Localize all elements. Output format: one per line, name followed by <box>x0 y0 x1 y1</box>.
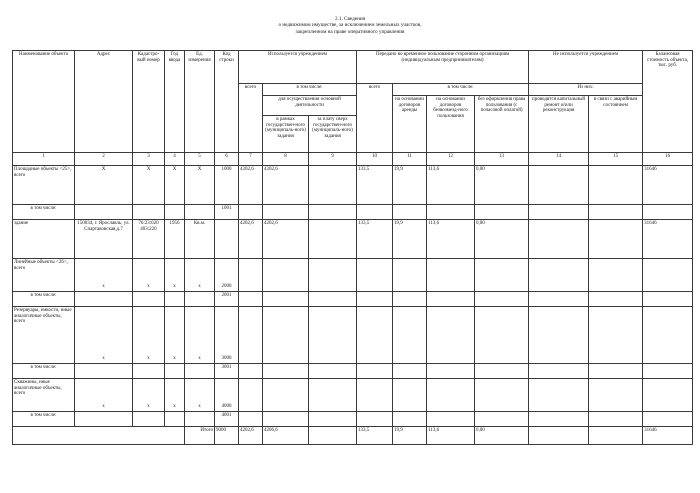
cell-balance <box>643 364 693 379</box>
cell-total <box>239 259 263 292</box>
cell-lease <box>393 259 427 292</box>
cell-free <box>427 412 475 427</box>
col-number: 12 <box>427 153 475 166</box>
cell-free <box>427 205 475 220</box>
total-emergency <box>589 427 643 445</box>
cell-cad <box>133 412 165 427</box>
cell-balance <box>643 379 693 412</box>
cell-balance <box>643 412 693 427</box>
col-number: 2 <box>75 153 133 166</box>
cell-cad <box>133 364 165 379</box>
header-balance: Балансовая стоимость объекта, тыс. руб. <box>643 51 693 153</box>
cell-name: Линейные объекты <26>, всего <box>13 259 75 292</box>
cell-balance <box>643 259 693 292</box>
header-transferred-incl: в том числе: <box>393 84 529 96</box>
cell-unit: X <box>185 166 215 205</box>
cell-transferred <box>357 364 393 379</box>
cell-repair <box>529 412 589 427</box>
total-label: Итого <box>185 427 215 445</box>
total-blank <box>13 427 185 445</box>
col-number: 4 <box>165 153 185 166</box>
table-body <box>13 166 693 445</box>
table-row <box>13 166 693 205</box>
cell-cad <box>133 205 165 220</box>
cell-repair <box>529 259 589 292</box>
col-number: 13 <box>475 153 529 166</box>
cell-total <box>239 307 263 364</box>
total-row <box>13 427 693 445</box>
cell-fee <box>309 205 357 220</box>
header-repair: проводятся капитальный ремонт и/или реконструкция <box>529 96 589 153</box>
cell-transferred <box>357 379 393 412</box>
total-transferred: 133,5 <box>357 427 393 445</box>
header-used: Используется учреждением <box>239 51 357 84</box>
col-number: 11 <box>393 153 427 166</box>
cell-nocontract <box>475 259 529 292</box>
cell-lease <box>393 205 427 220</box>
total-repair <box>529 427 589 445</box>
col-number: 10 <box>357 153 393 166</box>
total-total: 4202,6 <box>239 427 263 445</box>
document-title <box>200 16 500 35</box>
header-transferred: Передано во временное пользование сторонним организациям (индивидуальным предпринимателям) <box>357 51 529 84</box>
cell-code: 4001 <box>215 412 239 427</box>
cell-unit <box>185 292 215 307</box>
header-lease: на основании договоров аренды <box>393 96 427 153</box>
cell-year: x <box>165 307 185 364</box>
table-row <box>13 205 693 220</box>
cell-unit <box>185 412 215 427</box>
cell-code: 3001 <box>215 364 239 379</box>
cell-free: 113,6 <box>427 166 475 205</box>
cell-address: 150034, г. Ярославль, ул. Спартаковская,д.7 <box>75 220 133 259</box>
cell-free <box>427 364 475 379</box>
cell-cad <box>133 292 165 307</box>
cell-nocontract <box>475 205 529 220</box>
cell-cad: 76:23:020 403:220 <box>133 220 165 259</box>
cell-year <box>165 292 185 307</box>
cell-address <box>75 364 133 379</box>
cell-nocontract <box>475 292 529 307</box>
cell-balance <box>643 205 693 220</box>
cell-lease: 19,9 <box>393 166 427 205</box>
cell-free <box>427 259 475 292</box>
cell-emergency <box>589 412 643 427</box>
table-header <box>13 51 693 166</box>
cell-transferred <box>357 205 393 220</box>
cell-fee <box>309 307 357 364</box>
cell-name: в том числе: <box>13 364 75 379</box>
cell-repair <box>529 379 589 412</box>
cell-emergency <box>589 292 643 307</box>
cell-repair <box>529 166 589 205</box>
cell-balance <box>643 292 693 307</box>
cell-emergency <box>589 364 643 379</box>
cell-address <box>75 412 133 427</box>
header-used-incl: в том числе: <box>263 84 357 96</box>
cell-total <box>239 412 263 427</box>
cell-main <box>263 307 309 364</box>
cell-unit: Кв.м. <box>185 220 215 259</box>
cell-balance: 31646 <box>643 166 693 205</box>
cell-name: Площадные объекты <25>, всего <box>13 166 75 205</box>
cell-code <box>215 220 239 259</box>
property-table-container <box>12 50 692 445</box>
cell-cad: X <box>133 166 165 205</box>
cell-main <box>263 379 309 412</box>
cell-cad: x <box>133 379 165 412</box>
cell-free: 113,6 <box>427 220 475 259</box>
cell-fee <box>309 412 357 427</box>
col-number: 8 <box>263 153 309 166</box>
col-number: 5 <box>185 153 215 166</box>
title-line-2: о недвижимом имуществе, за исключением земельных участков, <box>278 22 422 29</box>
cell-cad: x <box>133 259 165 292</box>
cell-lease <box>393 379 427 412</box>
cell-main: 4202,6 <box>263 220 309 259</box>
cell-fee <box>309 379 357 412</box>
table-row <box>13 292 693 307</box>
cell-address <box>75 292 133 307</box>
col-number: 9 <box>309 153 357 166</box>
header-fee-over: за плату сверх государствен-ного (муниципаль-ного) задания <box>309 116 357 153</box>
cell-total <box>239 379 263 412</box>
title-line-1: 2.1. Сведения <box>334 16 366 22</box>
cell-main <box>263 205 309 220</box>
cell-emergency <box>589 259 643 292</box>
cell-code: 2000 <box>215 259 239 292</box>
col-number: 15 <box>589 153 643 166</box>
cell-code: 1000 <box>215 166 239 205</box>
col-number: 14 <box>529 153 589 166</box>
header-code: Код строки <box>215 51 239 153</box>
cell-address <box>75 205 133 220</box>
cell-emergency <box>589 220 643 259</box>
header-transferred-total: всего <box>357 84 393 153</box>
cell-address: x <box>75 259 133 292</box>
cell-lease: 19,9 <box>393 220 427 259</box>
cell-transferred: 133,5 <box>357 166 393 205</box>
cell-total <box>239 292 263 307</box>
cell-nocontract <box>475 412 529 427</box>
cell-name: в том числе: <box>13 205 75 220</box>
property-table <box>12 50 693 445</box>
cell-code: 1001 <box>215 205 239 220</box>
header-within-task: в рамках государствен-ного (муниципаль-ного) задания <box>263 116 309 153</box>
cell-lease <box>393 364 427 379</box>
cell-name: Скважины, иные аналогичные объекты, всего <box>13 379 75 412</box>
header-not-used: Не используется учреждением <box>529 51 643 84</box>
header-unit: Ед. измерения <box>185 51 215 153</box>
cell-name: в том числе: <box>13 292 75 307</box>
cell-repair <box>529 364 589 379</box>
cell-emergency <box>589 379 643 412</box>
header-of-which: Из них: <box>529 84 643 96</box>
header-name: Наименование объекта <box>13 51 75 153</box>
table-row <box>13 259 693 292</box>
cell-emergency <box>589 205 643 220</box>
cell-name: в том числе: <box>13 412 75 427</box>
col-number: 16 <box>643 153 693 166</box>
col-number: 3 <box>133 153 165 166</box>
table-row <box>13 307 693 364</box>
cell-name: здание <box>13 220 75 259</box>
header-main-activity: для осуществления основной деятельности <box>263 96 357 116</box>
cell-total <box>239 364 263 379</box>
cell-free <box>427 379 475 412</box>
total-code: 9000 <box>215 427 239 445</box>
total-main: 4206,6 <box>263 427 309 445</box>
cell-unit <box>185 364 215 379</box>
cell-year: x <box>165 259 185 292</box>
cell-lease <box>393 412 427 427</box>
cell-free <box>427 292 475 307</box>
cell-year <box>165 364 185 379</box>
cell-fee <box>309 166 357 205</box>
cell-address: X <box>75 166 133 205</box>
cell-code: 4000 <box>215 379 239 412</box>
cell-total: 4202,6 <box>239 220 263 259</box>
cell-lease <box>393 307 427 364</box>
cell-fee <box>309 364 357 379</box>
cell-lease <box>393 292 427 307</box>
total-free: 113,6 <box>427 427 475 445</box>
cell-code: 2001 <box>215 292 239 307</box>
cell-code: 3000 <box>215 307 239 364</box>
table-row <box>13 364 693 379</box>
col-number: 1 <box>13 153 75 166</box>
total-nocontract: 0,00 <box>475 427 529 445</box>
header-address: Адрес <box>75 51 133 153</box>
cell-fee <box>309 292 357 307</box>
cell-repair <box>529 307 589 364</box>
cell-transferred <box>357 259 393 292</box>
cell-year: x <box>165 379 185 412</box>
cell-main <box>263 364 309 379</box>
cell-year: X <box>165 166 185 205</box>
table-row <box>13 220 693 259</box>
column-numbers-row <box>13 153 693 166</box>
col-number: 6 <box>215 153 239 166</box>
cell-unit <box>185 205 215 220</box>
cell-unit: x <box>185 307 215 364</box>
cell-nocontract <box>475 307 529 364</box>
col-number: 7 <box>239 153 263 166</box>
cell-balance <box>643 307 693 364</box>
cell-address: x <box>75 379 133 412</box>
cell-year: 1956 <box>165 220 185 259</box>
cell-main <box>263 259 309 292</box>
cell-nocontract: 0,00 <box>475 220 529 259</box>
cell-nocontract <box>475 379 529 412</box>
cell-main <box>263 412 309 427</box>
cell-fee <box>309 259 357 292</box>
cell-main <box>263 292 309 307</box>
cell-unit: x <box>185 259 215 292</box>
cell-nocontract <box>475 364 529 379</box>
title-line-3: закрепленном на праве оперативного управления <box>295 28 405 35</box>
cell-repair <box>529 205 589 220</box>
cell-total <box>239 205 263 220</box>
cell-year <box>165 205 185 220</box>
header-used-total: всего <box>239 84 263 153</box>
cell-cad: x <box>133 307 165 364</box>
cell-balance: 31646 <box>643 220 693 259</box>
cell-main: 4202,6 <box>263 166 309 205</box>
cell-nocontract: 0,00 <box>475 166 529 205</box>
cell-fee <box>309 220 357 259</box>
total-lease: 19,9 <box>393 427 427 445</box>
cell-name: Резервуары, емкости, иные аналогичные объекты, всего <box>13 307 75 364</box>
header-cadastral: Кадастро-вый номер <box>133 51 165 153</box>
cell-address: x <box>75 307 133 364</box>
table-row <box>13 379 693 412</box>
table-row <box>13 412 693 427</box>
cell-total: 4202,6 <box>239 166 263 205</box>
cell-emergency <box>589 307 643 364</box>
cell-repair <box>529 292 589 307</box>
cell-transferred <box>357 307 393 364</box>
cell-transferred <box>357 292 393 307</box>
cell-emergency <box>589 166 643 205</box>
header-no-contract: без оформления права пользования (с почасовой оплатой) <box>475 96 529 153</box>
cell-transferred: 133,5 <box>357 220 393 259</box>
header-free-use: на основании договоров безвозмезд-ного пользования <box>427 96 475 153</box>
header-emergency: в связи с аварийным состоянием <box>589 96 643 153</box>
cell-unit: x <box>185 379 215 412</box>
total-balance: 31646 <box>643 427 693 445</box>
cell-year <box>165 412 185 427</box>
header-year: Год ввода <box>165 51 185 153</box>
cell-transferred <box>357 412 393 427</box>
cell-repair <box>529 220 589 259</box>
total-fee <box>309 427 357 445</box>
cell-free <box>427 307 475 364</box>
